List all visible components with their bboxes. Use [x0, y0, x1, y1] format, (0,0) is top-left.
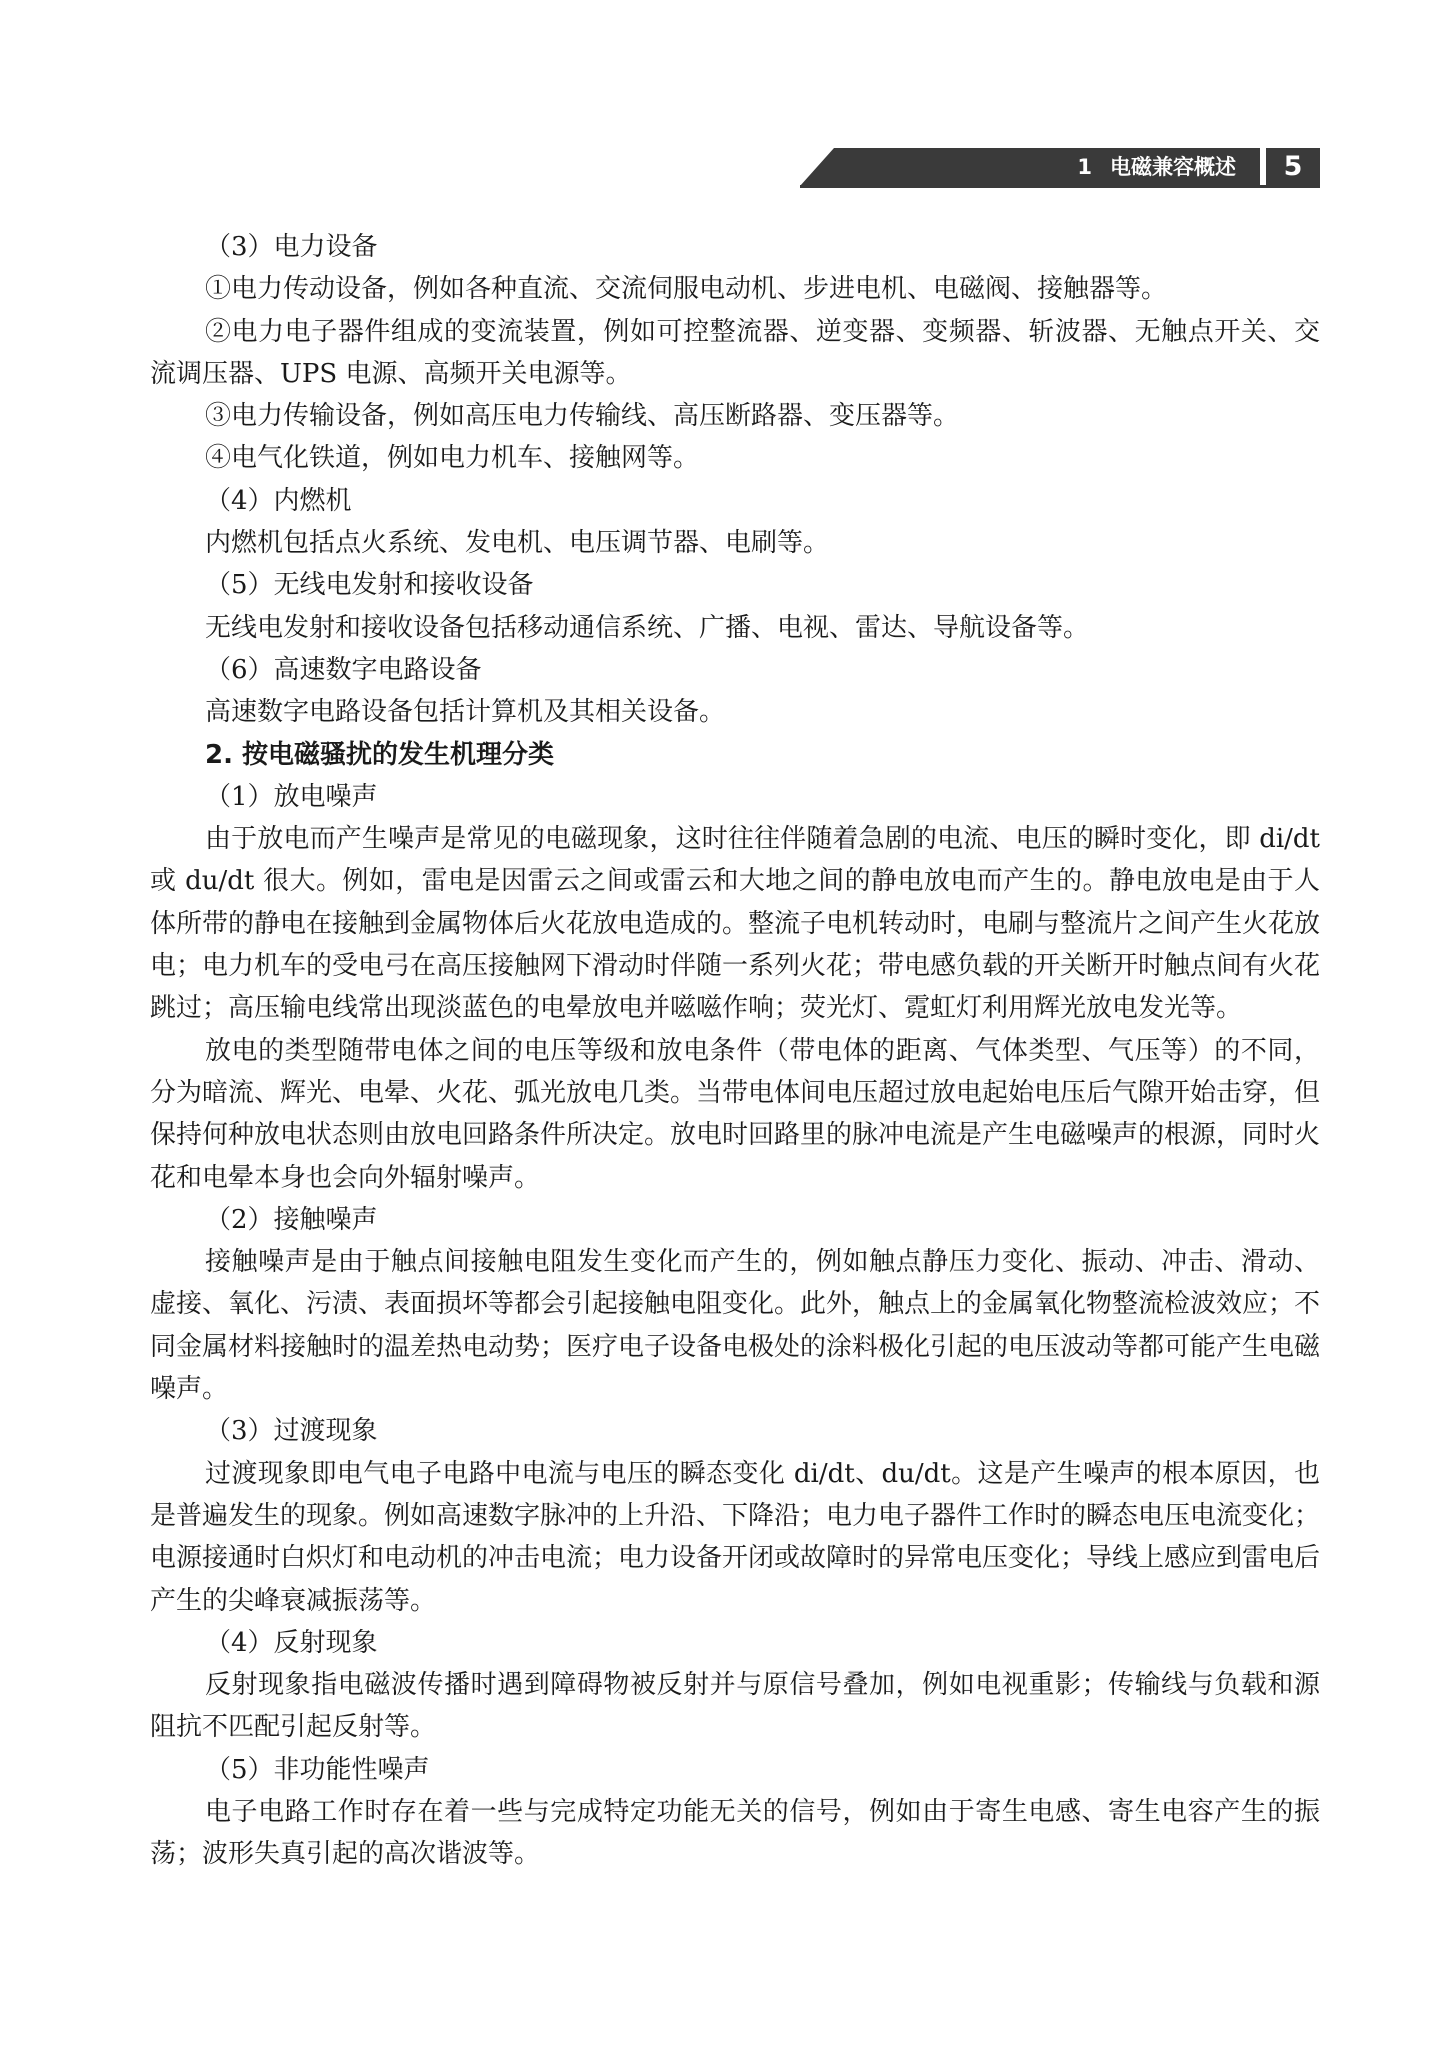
- header-rule: [800, 185, 1320, 188]
- subheading: （3）电力设备: [205, 232, 378, 262]
- paragraph: 过渡现象即电气电子电路中电流与电压的瞬态变化 di/dt、du/dt。这是产生噪声的根本原因，也是普遍发生的现象。例如高速数字脉冲的上升沿、下降沿；电力电子器件工作时的瞬态电压电流变化；电源接通时白炽灯和电动机的冲击电流；电力设备开闭或故障时的异常电压变化；导线上感应到雷电后产生的尖峰衰减振荡等。: [150, 1458, 1321, 1616]
- paragraph: ②电力电子器件组成的变流装置，例如可控整流器、逆变器、变频器、斩波器、无触点开关、交流调压器、UPS 电源、高频开关电源等。: [150, 316, 1320, 389]
- paragraph: ①电力传动设备，例如各种直流、交流伺服电动机、步进电机、电磁阀、接触器等。: [205, 274, 1168, 305]
- subheading: （2）接触噪声: [205, 1204, 378, 1235]
- paragraph: ③电力传输设备，例如高压电力传输线、高压断路器、变压器等。: [205, 401, 960, 432]
- paragraph: 电子电路工作时存在着一些与完成特定功能无关的信号，例如由于寄生电感、寄生电容产生的振荡；波形失真引起的高次谐波等。: [150, 1796, 1320, 1870]
- page-body: [150, 226, 1320, 1876]
- section-heading: 2. 按电磁骚扰的发生机理分类: [205, 739, 555, 770]
- paragraph: 无线电发射和接收设备包括移动通信系统、广播、电视、雷达、导航设备等。: [205, 612, 1090, 643]
- subheading: （1）放电噪声: [205, 781, 378, 812]
- paragraph: 由于放电而产生噪声是常见的电磁现象，这时往往伴随着急剧的电流、电压的瞬时变化，即 di/dt 或 du/dt 很大。例如，雷电是因雷云之间或雷云和大地之间的静电放电而产生的。静电放电是由于人体所带的静电在接触到金属物体后火花放电造成的。整流子电机转动时，电刷与整流片之间产生火花放电；电力机车的受电弓在高压接触网下滑动时伴随一系列火花；带电感负载的开关断开时触点间有火花跳过；高压输电线常出现淡蓝色的电晕放电并嗞嗞作响；荧光灯、霓虹灯利用辉光放电发光等。: [150, 824, 1321, 1024]
- running-header: [800, 148, 1320, 186]
- subheading: （5）无线电发射和接收设备: [205, 570, 534, 601]
- paragraph: ④电气化铁道，例如电力机车、接触网等。: [205, 443, 700, 474]
- paragraph: 高速数字电路设备包括计算机及其相关设备。: [205, 697, 726, 728]
- subheading: （4）反射现象: [205, 1627, 378, 1658]
- paragraph: 放电的类型随带电体之间的电压等级和放电条件（带电体的距离、气体类型、气压等）的不同，分为暗流、辉光、电晕、火花、弧光放电几类。当带电体间电压超过放电起始电压后气隙开始击穿，但保持何种放电状态则由放电回路条件所决定。放电时回路里的脉冲电流是产生电磁噪声的根源，同时火花和电晕本身也会向外辐射噪声。: [150, 1035, 1321, 1193]
- subheading: （6）高速数字电路设备: [205, 654, 482, 685]
- paragraph: 接触噪声是由于触点间接触电阻发生变化而产生的，例如触点静压力变化、振动、冲击、滑动、虚接、氧化、污渍、表面损坏等都会引起接触电阻变化。此外，触点上的金属氧化物整流检波效应；不同金属材料接触时的温差热电动势；医疗电子设备电极处的涂料极化引起的电压波动等都可能产生电磁噪声。: [150, 1247, 1321, 1405]
- chapter-title: [1077, 148, 1236, 186]
- subheading: （3）过渡现象: [205, 1416, 378, 1447]
- subheading: （4）内燃机: [205, 485, 352, 516]
- chapter-title-text: 电磁兼容概述: [1110, 155, 1236, 179]
- chapter-number: 1: [1077, 155, 1092, 179]
- subheading: （5）非功能性噪声: [205, 1754, 430, 1785]
- paragraph: 反射现象指电磁波传播时遇到障碍物被反射并与原信号叠加，例如电视重影；传输线与负载和源阻抗不匹配引起反射等。: [150, 1670, 1320, 1743]
- paragraph: 内燃机包括点火系统、发电机、电压调节器、电刷等。: [205, 528, 830, 559]
- page-number: 5: [1266, 148, 1320, 186]
